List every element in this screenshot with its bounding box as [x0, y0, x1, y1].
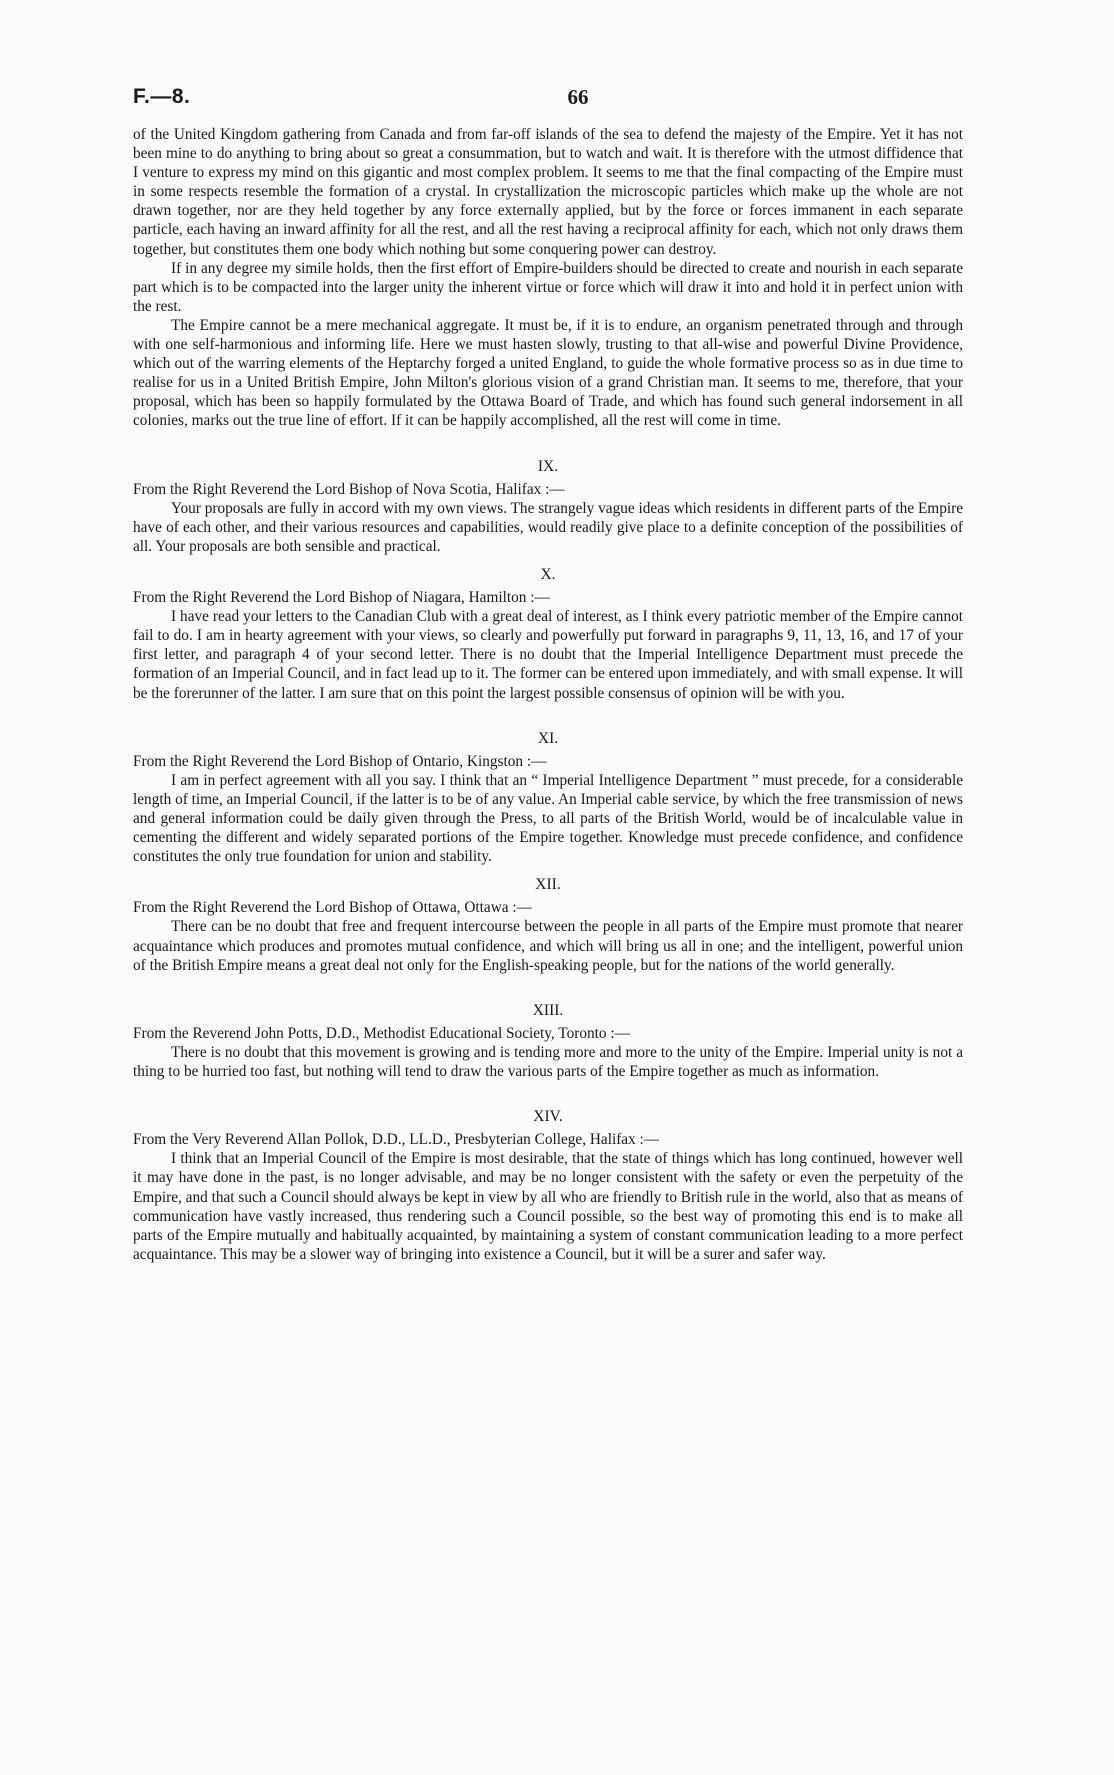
section-from: From the Right Reverend the Lord Bishop of Nova Scotia, Halifax :— — [133, 480, 565, 498]
section-number: XIV. — [533, 1108, 563, 1126]
paragraph: The Empire cannot be a mere mechanical aggregate. It must be, if it is to endure, an organism penetrated through and through with one self-harmonious and informing life. Here we must hasten slowly, trusting to that all-wise and powerful Divine Providence, which out of the warring elements of the Heptarchy forged a united England, to guide the whole formative process so as in due time to realise for us in a United British Empire, John Milton's glorious vision of a grand Christian man. It seems to me, therefore, that your proposal, which has been so happily formulated by the Ottawa Board of Trade, and which has found such general indorsement in all colonies, marks out the true line of effort. If it can be happily accomplished, all the rest will come in time. — [133, 316, 963, 430]
paragraph: of the United Kingdom gathering from Canada and from far-off islands of the sea to defend the majesty of the Empire. Yet it has not been mine to do anything to bring about so great a consummation, but to watch and wait. It is therefore with the utmost diffidence that I venture to express my mind on this gigantic and most complex problem. It seems to me that the final compacting of the Empire must in some respects resemble the formation of a crystal. In crystallization the microscopic particles which make up the whole are not drawn together, nor are they held together by any force externally applied, but by the force or forces immanent in each separate particle, each having an inward affinity for all the rest, and all the rest having a reciprocal affinity for each, which not only draws them together, but constitutes them one body which nothing but some conquering power can destroy. — [133, 126, 963, 258]
section-xi — [133, 729, 963, 867]
paragraph: If in any degree my simile holds, then the first effort of Empire-builders should be directed to create and nourish in each separate part which is to be compacted into the larger unity the inherent virtue or force which will draw it into and hold it in perfect union with the rest. — [133, 259, 963, 315]
section-from: From the Right Reverend the Lord Bishop of Ottawa, Ottawa :— — [133, 899, 532, 917]
section-xiv — [133, 1107, 963, 1264]
page-number: 66 — [567, 85, 589, 109]
section-from: From the Reverend John Potts, D.D., Methodist Educational Society, Toronto :— — [133, 1024, 630, 1042]
document-page — [133, 85, 963, 1264]
section-x — [133, 565, 963, 703]
section-body: There can be no doubt that free and frequent intercourse between the people in all parts of the Empire must promote that nearer acquaintance which produces and promotes mutual confidence, and which will bring us all in one; and the intelligent, powerful union of the British Empire means a great deal not only for the English-speaking people, but for the nations of the world generally. — [133, 918, 963, 974]
section-number: XII. — [535, 876, 561, 894]
section-from: From the Right Reverend the Lord Bishop of Niagara, Hamilton :— — [133, 589, 550, 607]
section-body: I have read your letters to the Canadian Club with a great deal of interest, as I think every patriotic member of the Empire cannot fail to do. I am in hearty agreement with your views, so clearly and powerfully put forward in paragraphs 9, 11, 13, 16, and 17 of your first letter, and paragraph 4 of your second letter. There is no doubt that the Imperial Intelligence Department must precede the formation of an Imperial Council, and in fact lead up to it. The former can be entered upon immediately, and with small expense. It will be the forerunner of the latter. I am sure that on this point the largest possible consensus of opinion will be with you. — [133, 608, 963, 702]
section-number: X. — [540, 565, 556, 583]
section-body: I think that an Imperial Council of the Empire is most desirable, that the state of things which has long continued, however well it may have done in the past, is no longer advisable, and may be no longer consistent with the safety or even the perpetuity of the Empire, and that such a Council should always be kept in view by all who are friendly to British rule in the world, also that as means of communication have vastly increased, thus rendering such a Council possible, so the best way of promoting this end is to make all parts of the Empire mutually and habitually acquainted, by maintaining a system of constant communication leading to a more perfect acquaintance. This may be a slower way of bringing into existence a Council, but it will be a surer and safer way. — [133, 1150, 963, 1263]
section-from: From the Very Reverend Allan Pollok, D.D., LL.D., Presbyterian College, Halifax :— — [133, 1131, 660, 1149]
section-xii — [133, 875, 963, 974]
intro-text — [133, 125, 963, 431]
section-body: There is no doubt that this movement is growing and is tending more and more to the unity of the Empire. Imperial unity is not a thing to be hurried too fast, but nothing will tend to draw the various parts of the Empire together as much as information. — [133, 1043, 963, 1081]
section-body: Your proposals are fully in accord with my own views. The strangely vague ideas which residents in different parts of the Empire have of each other, and their various resources and capabilities, would readily give place to a definite conception of the possibilities of all. Your proposals are both sensible and practical. — [133, 499, 963, 555]
section-body: I am in perfect agreement with all you say. I think that an “ Imperial Intelligence Department ” must precede, for a considerable length of time, an Imperial Council, if the latter is to be of any value. An Imperial cable service, by which the free transmission of news and general information could be daily given through the Press, to all parts of the British World, would be of incalculable value in cementing the different and widely separated portions of the Empire together. Knowledge must precede confidence, and confidence constitutes the only true foundation for union and stability. — [133, 771, 963, 866]
page-header — [133, 85, 963, 125]
section-number: XIII. — [532, 1001, 564, 1019]
section-xiii — [133, 1001, 963, 1081]
section-ix — [133, 457, 963, 556]
section-number: IX. — [537, 457, 559, 475]
section-from: From the Right Reverend the Lord Bishop of Ontario, Kingston :— — [133, 752, 547, 770]
document-reference: F.—8. — [133, 85, 191, 108]
section-number: XI. — [537, 729, 559, 747]
